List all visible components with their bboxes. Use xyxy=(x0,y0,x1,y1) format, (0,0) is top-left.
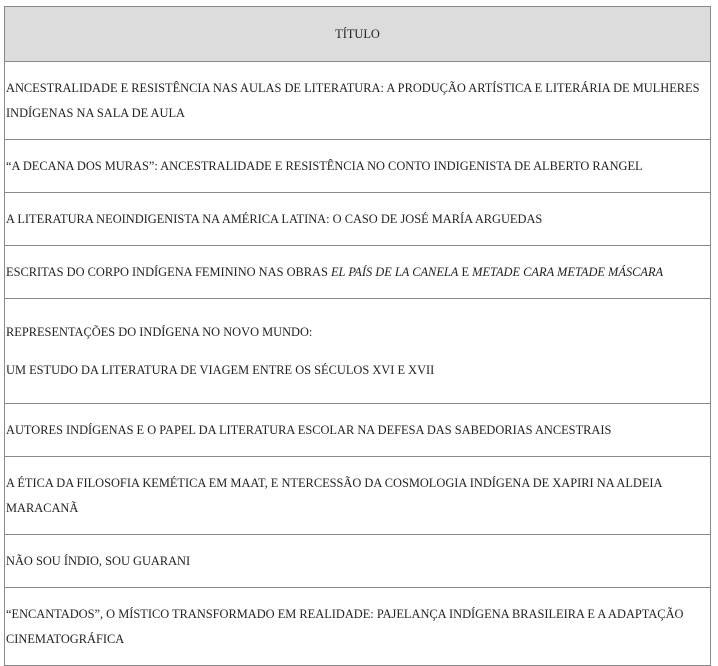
table-cell-title: NÃO SOU ÍNDIO, SOU GUARANI xyxy=(5,535,711,588)
table-cell-title: A ÉTICA DA FILOSOFIA KEMÉTICA EM MAAT, E NTERCESSÃO DA COSMOLOGIA INDÍGENA DE XAPIRI NA ALDEIA MARACANÃ xyxy=(5,457,711,535)
title-text: E xyxy=(458,264,473,279)
table-cell-title: AUTORES INDÍGENAS E O PAPEL DA LITERATURA ESCOLAR NA DEFESA DAS SABEDORIAS ANCESTRAIS xyxy=(5,404,711,457)
table-cell-title xyxy=(5,246,711,299)
table-row xyxy=(5,140,711,193)
table-row xyxy=(5,535,711,588)
table-row xyxy=(5,246,711,299)
work-title-italic: METADE CARA METADE MÁSCARA xyxy=(472,264,664,279)
table-row xyxy=(5,588,711,666)
table-cell-title: “A DECANA DOS MURAS”: ANCESTRALIDADE E RESISTÊNCIA NO CONTO INDIGENISTA DE ALBERTO RANGEL xyxy=(5,140,711,193)
table-row xyxy=(5,62,711,140)
table-row xyxy=(5,457,711,535)
title-text: ESCRITAS DO CORPO INDÍGENA FEMININO NAS OBRAS xyxy=(6,264,331,279)
table-cell-title: “ENCANTADOS”, O MÍSTICO TRANSFORMADO EM REALIDADE: PAJELANÇA INDÍGENA BRASILEIRA E A ADAPTAÇÃO CINEMATOGRÁFICA xyxy=(5,588,711,666)
table-cell-title: ANCESTRALIDADE E RESISTÊNCIA NAS AULAS DE LITERATURA: A PRODUÇÃO ARTÍSTICA E LITERÁRIA DE MULHERES INDÍGENAS NA SALA DE AULA xyxy=(5,62,711,140)
titles-table-container xyxy=(4,6,711,666)
column-header-titulo: TÍTULO xyxy=(5,7,711,62)
table-cell-title xyxy=(5,299,711,404)
table-header-row xyxy=(5,7,711,62)
titles-table xyxy=(4,6,711,666)
work-title-italic: EL PAÍS DE LA CANELA xyxy=(330,264,459,279)
title-line: UM ESTUDO DA LITERATURA DE VIAGEM ENTRE OS SÉCULOS XVI E XVII xyxy=(6,362,435,377)
table-cell-title: A LITERATURA NEOINDIGENISTA NA AMÉRICA LATINA: O CASO DE JOSÉ MARÍA ARGUEDAS xyxy=(5,193,711,246)
table-row xyxy=(5,404,711,457)
table-row xyxy=(5,193,711,246)
table-row xyxy=(5,299,711,404)
title-line: REPRESENTAÇÕES DO INDÍGENA NO NOVO MUNDO: xyxy=(6,324,313,339)
